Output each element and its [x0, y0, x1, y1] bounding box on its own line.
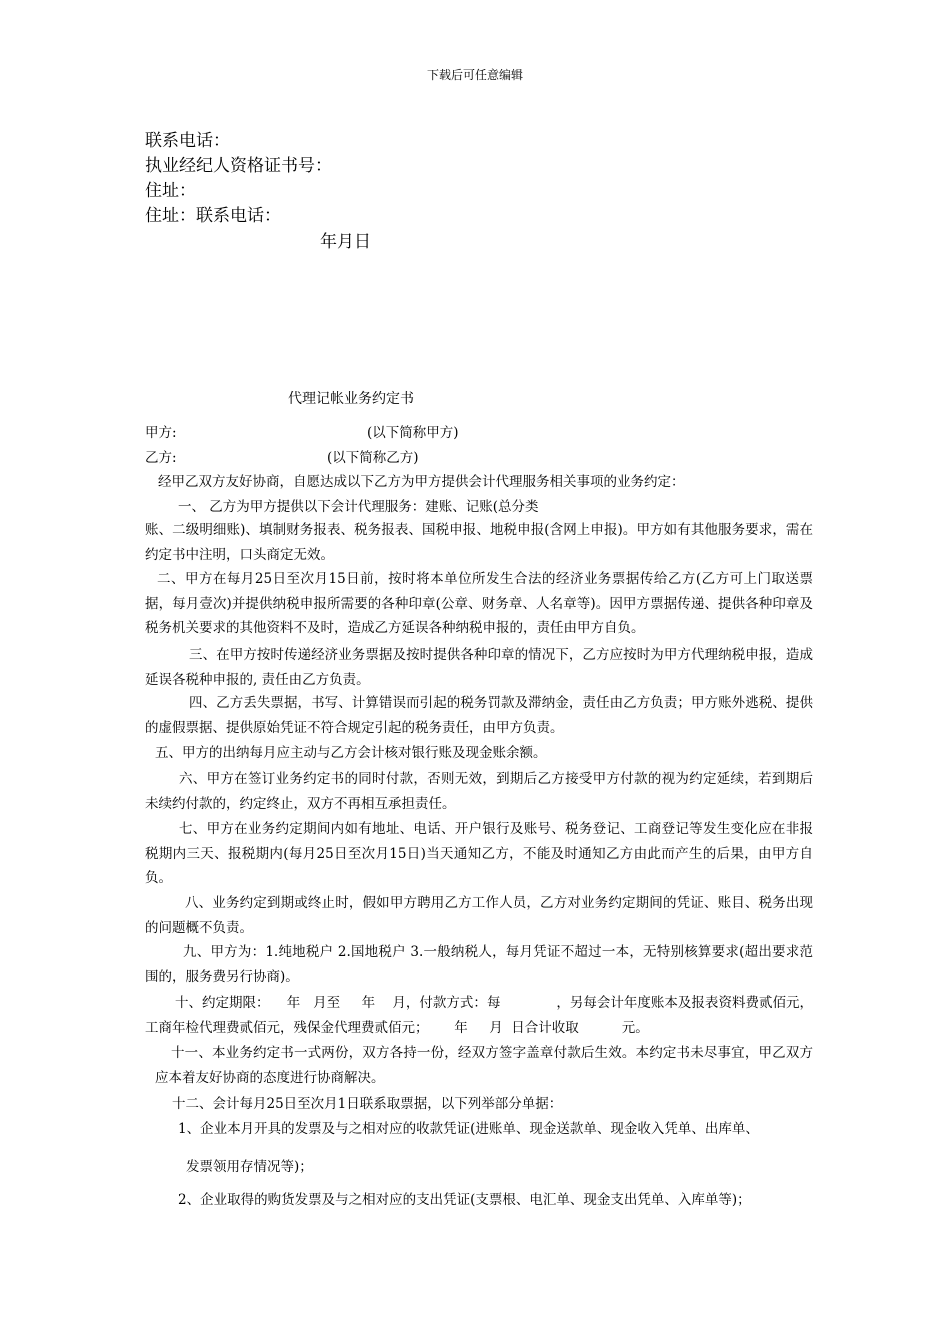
- party-a-note: (以下简称甲方): [367, 425, 459, 441]
- clause-4: 四、乙方丢失票据，书写、计算错误而引起的税务罚款及滞纳金，责任由乙方负责；甲方账外逃税、提供的虚假票据、提供原始凭证不符合规定引起的税务责任，由甲方负责。: [145, 695, 813, 736]
- address-phone: 住址：联系电话：: [145, 206, 281, 226]
- clause-2: 二、甲方在每月25日至次月15日前，按时将本单位所发生合法的经济业务票据传给乙方(乙方可上门取送票据，每月壹次)并提供纳税申报所需要的各种印章(公章、财务章、人名章等)。因甲方票据传递、提供各种印章及税务机关要求的其他资料不及时，造成乙方延误各种纳税申报的，责任由甲方自负。: [145, 571, 813, 636]
- date-line: 年月日: [320, 232, 371, 252]
- page-header: 下载后可任意编辑: [426, 68, 523, 82]
- clause-6: 六、甲方在签订业务约定书的同时付款，否则无效，到期后乙方接受甲方付款的视为约定延续，若到期后未续约付款的，约定终止，双方不再相互承担责任。: [145, 771, 813, 812]
- party-a-label: 甲方:: [145, 425, 177, 441]
- item-2: 2、企业取得的购货发票及与之相对应的支出凭证(支票根、电汇单、现金支出凭单、入库单等)；: [178, 1192, 751, 1208]
- clause-8: 八、业务约定到期或终止时，假如甲方聘用乙方工作人员，乙方对业务约定期间的凭证、账目、税务出现的问题概不负责。: [145, 895, 813, 936]
- clause-10: 十、约定期限： 年 月至 年 月，付款方式：每 ，另每会计年度账本及报表资料费贰佰元，工商年检代理费贰佰元，残保金代理费贰佰元； 年 月 日合计收取 元。: [145, 995, 813, 1036]
- clause-1-body: 账、二级明细账)、填制财务报表、税务报表、国税申报、地税申报(含网上申报)。甲方如有其他服务要求，需在约定书中注明，口头商定无效。: [145, 522, 813, 563]
- item-1-first-line: 1、企业本月开具的发票及与之相对应的收款凭证(进账单、现金送款单、现金收入凭单、出库单、: [178, 1121, 759, 1137]
- clause-7: 七、甲方在业务约定期间内如有地址、电话、开户银行及账号、税务登记、工商登记等发生变化应在非报税期内三天、报税期内(每月25日至次月15日)当天通知乙方，不能及时通知乙方由此而产生的后果，由甲方自负。: [145, 821, 813, 886]
- clause-3: 三、在甲方按时传递经济业务票据及按时提供各种印章的情况下，乙方应按时为甲方代理纳税申报，造成延误各税种申报的, 责任由乙方负责。: [145, 647, 813, 688]
- item-1-second-line: 发票领用存情况等)；: [186, 1159, 313, 1175]
- clause-9: 九、甲方为：1.纯地税户 2.国地税户 3.一般纳税人，每月凭证不超过一本，无特别核算要求(超出要求范围的，服务费另行协商)。: [145, 944, 813, 985]
- address: 住址：: [145, 181, 196, 201]
- intro-paragraph: 经甲乙双方友好协商，自愿达成以下乙方为甲方提供会计代理服务相关事项的业务约定：: [158, 474, 685, 490]
- contact-phone: 联系电话：: [145, 131, 230, 151]
- party-b-label: 乙方:: [145, 450, 177, 466]
- document-title: 代理记帐业务约定书: [288, 391, 414, 407]
- clause-5: 五、甲方的出纳每月应主动与乙方会计核对银行账及现金账余额。: [155, 745, 547, 761]
- party-b-note: (以下简称乙方): [327, 450, 419, 466]
- clause-12: 十二、会计每月25日至次月1日联系取票据，以下列举部分单据：: [172, 1096, 563, 1112]
- clause-11: 十一、本业务约定书一式两份，双方各持一份，经双方签字盖章付款后生效。本约定书未尽事宜，甲乙双方应本着友好协商的态度进行协商解决。: [155, 1045, 813, 1086]
- broker-cert-number: 执业经纪人资格证书号：: [145, 156, 332, 176]
- clause-1-first-line: 一、 乙方为甲方提供以下会计代理服务：建账、记账(总分类: [178, 499, 539, 515]
